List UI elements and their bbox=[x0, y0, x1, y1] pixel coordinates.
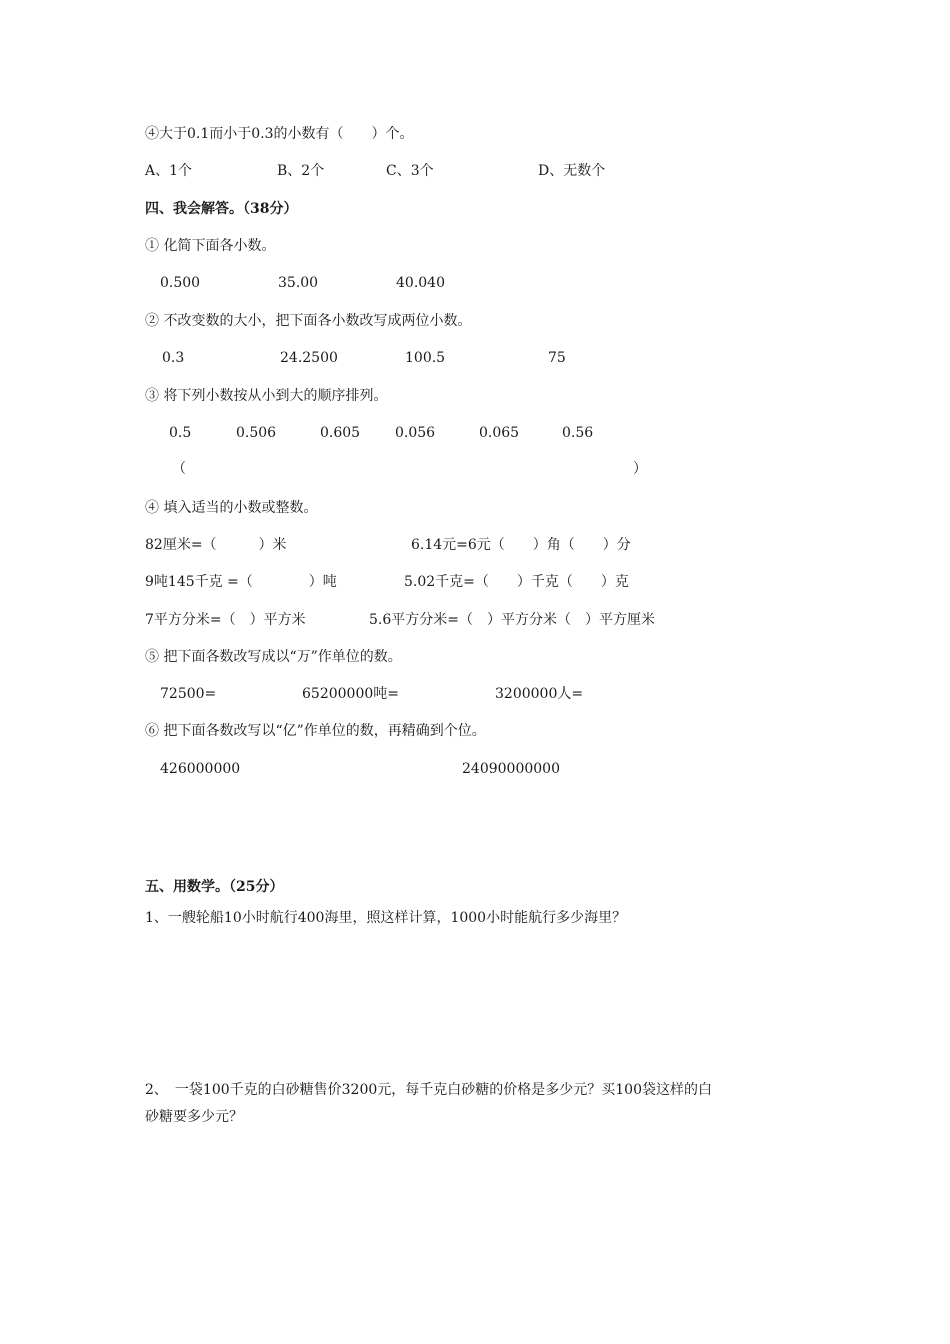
p5-item: 65200000吨= bbox=[302, 686, 399, 702]
p1-num: 35.00 bbox=[278, 275, 319, 291]
section-4-title: 四、我会解答。（38分） bbox=[145, 201, 298, 217]
section-5-title: 五、用数学。（25分） bbox=[145, 879, 284, 895]
p3-num: 0.605 bbox=[320, 425, 361, 441]
answer-open-paren: （ bbox=[172, 461, 186, 477]
fill-item: 5.02千克=（ ）千克（ ）克 bbox=[404, 574, 629, 590]
p1-num: 40.040 bbox=[396, 275, 445, 291]
fill-item: 9吨145千克 =（ ）吨 bbox=[145, 574, 337, 590]
word-problem-2: 2、 一袋100千克的白砂糖售价3200元，每千克白砂糖的价格是多少元？买100袋这样的白 bbox=[145, 1082, 712, 1098]
part-3-title: ③ 将下列小数按从小到大的顺序排列。 bbox=[145, 388, 388, 404]
word-problem-2-cont: 砂糖要多少元？ bbox=[145, 1109, 243, 1125]
p3-num: 0.065 bbox=[479, 425, 520, 441]
fill-item: 82厘米=（ ）米 bbox=[145, 537, 287, 553]
p3-num: 0.506 bbox=[236, 425, 277, 441]
p2-num: 24.2500 bbox=[280, 350, 338, 366]
p1-num: 0.500 bbox=[160, 275, 201, 291]
p2-num: 100.5 bbox=[405, 350, 446, 366]
question-4-stem: ④大于0.1而小于0.3的小数有（ ）个。 bbox=[145, 126, 414, 142]
fill-item: 6.14元=6元（ ）角（ ）分 bbox=[411, 537, 631, 553]
option-c: C、3个 bbox=[386, 163, 434, 179]
part-1-title: ① 化简下面各小数。 bbox=[145, 238, 276, 254]
fill-item: 7平方分米=（ ）平方米 bbox=[145, 612, 306, 628]
p2-num: 0.3 bbox=[162, 350, 185, 366]
part-6-title: ⑥ 把下面各数改写以“亿”作单位的数，再精确到个位。 bbox=[145, 723, 486, 739]
p5-item: 3200000人= bbox=[495, 686, 584, 702]
p3-num: 0.056 bbox=[395, 425, 436, 441]
p5-item: 72500= bbox=[160, 686, 217, 702]
fill-item: 5.6平方分米=（ ）平方分米（ ）平方厘米 bbox=[369, 612, 655, 628]
p6-item: 426000000 bbox=[160, 761, 241, 777]
option-b: B、2个 bbox=[277, 163, 325, 179]
option-a: A、1个 bbox=[145, 163, 193, 179]
p6-item: 24090000000 bbox=[462, 761, 560, 777]
part-4-title: ④ 填入适当的小数或整数。 bbox=[145, 500, 318, 516]
part-5-title: ⑤ 把下面各数改写成以“万”作单位的数。 bbox=[145, 649, 402, 665]
p3-num: 0.5 bbox=[169, 425, 192, 441]
answer-close-paren: ） bbox=[633, 461, 647, 477]
option-d: D、无数个 bbox=[538, 163, 606, 179]
part-2-title: ② 不改变数的大小，把下面各小数改写成两位小数。 bbox=[145, 313, 472, 329]
p2-num: 75 bbox=[548, 350, 566, 366]
p3-num: 0.56 bbox=[562, 425, 594, 441]
word-problem-1: 1、一艘轮船10小时航行400海里，照这样计算，1000小时能航行多少海里？ bbox=[145, 910, 627, 926]
